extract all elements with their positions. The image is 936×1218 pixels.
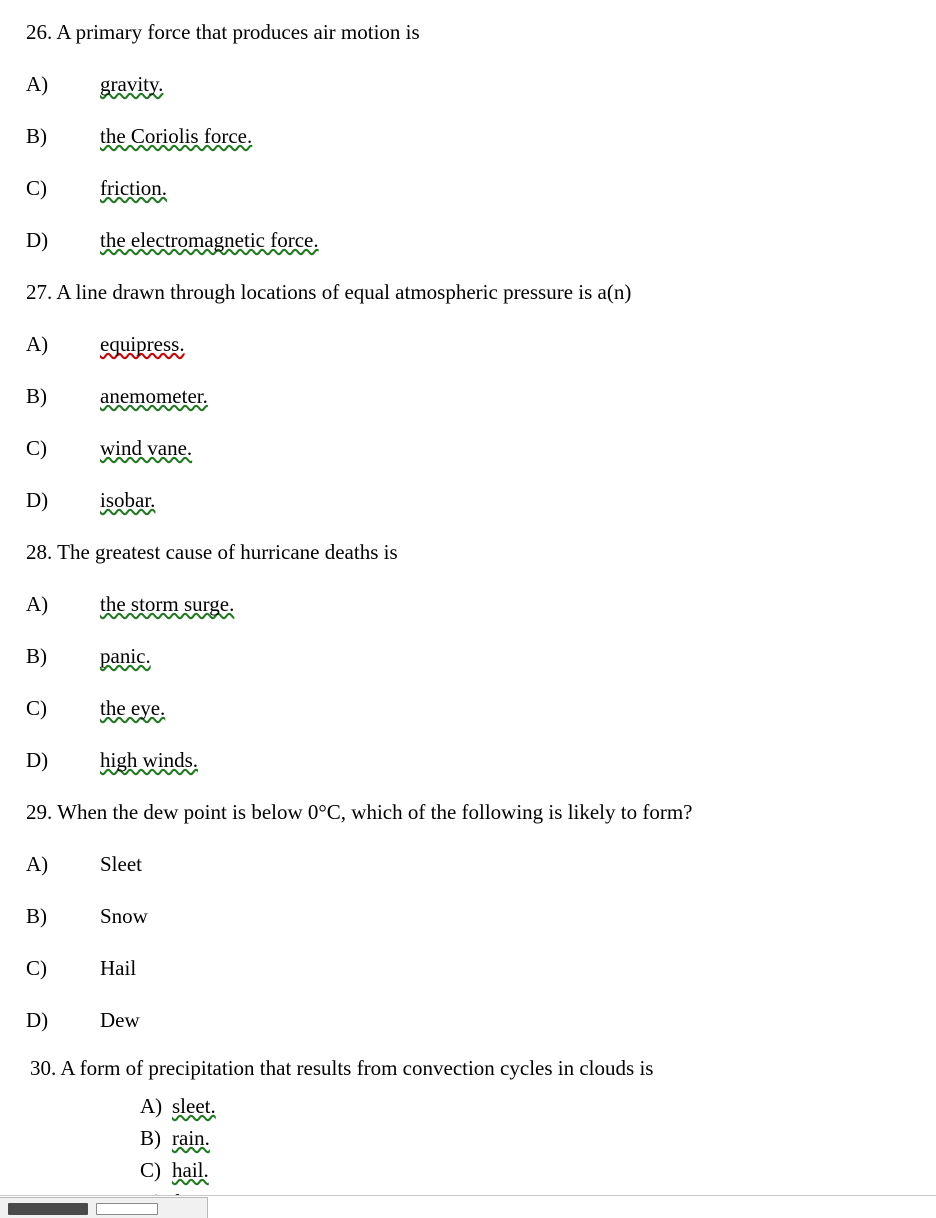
choice-label: B) [26,903,47,928]
choice-label: B) [26,123,47,148]
choice-label: B) [140,1125,161,1150]
choice-28-c[interactable] [0,682,936,734]
choice-label: B) [26,383,47,408]
choice-26-d[interactable] [0,214,936,266]
choice-29-b[interactable] [0,890,936,942]
choice-27-a[interactable] [0,318,936,370]
choice-text: anemometer. [100,383,208,408]
choice-27-d[interactable] [0,474,936,526]
choice-27-c[interactable] [0,422,936,474]
choice-label: A) [140,1093,163,1118]
horizontal-scrollbar[interactable] [0,1197,208,1218]
choice-label: A) [26,591,49,616]
choice-26-b[interactable] [0,110,936,162]
question-stem-27: 27. A line drawn through locations of equal atmospheric pressure is a(n) [26,279,632,304]
choice-30-a[interactable] [0,1090,936,1122]
choice-28-a[interactable] [0,578,936,630]
choice-text: the storm surge. [100,591,235,616]
choice-text: Hail [100,955,137,980]
choice-label: B) [26,643,47,668]
choice-29-c[interactable] [0,942,936,994]
choice-label: C) [26,175,47,200]
choice-text: Sleet [100,851,142,876]
question-stem-26: 26. A primary force that produces air motion is [26,19,420,44]
choice-30-b[interactable] [0,1122,936,1154]
choice-label: C) [26,955,47,980]
choice-text: hail. [172,1157,209,1182]
question-block-26 [0,6,936,266]
choice-26-c[interactable] [0,162,936,214]
choice-29-d[interactable] [0,994,936,1046]
question-block-28 [0,526,936,786]
choice-text: the electromagnetic force. [100,227,319,252]
choice-text: panic. [100,643,151,668]
choice-label: A) [26,331,49,356]
choice-30-c[interactable] [0,1154,936,1186]
choice-29-a[interactable] [0,838,936,890]
choice-text: isobar. [100,487,156,512]
question-stem-29: 29. When the dew point is below 0°C, which of the following is likely to form? [26,799,693,824]
choice-label: D) [26,747,49,772]
question-block-30 [0,1046,936,1218]
choice-text: Dew [100,1007,140,1032]
choice-label: D) [26,1007,49,1032]
question-stem-28: 28. The greatest cause of hurricane deaths is [26,539,398,564]
window-bottom-strip [0,1195,936,1218]
question-block-29 [0,786,936,1046]
choice-28-b[interactable] [0,630,936,682]
choice-text: the eye. [100,695,166,720]
choice-26-a[interactable] [0,58,936,110]
choice-label: A) [26,851,49,876]
choice-text: equipress. [100,331,185,356]
choice-text: high winds. [100,747,199,772]
scrollbar-secondary-thumb[interactable] [96,1203,158,1215]
choice-text: Snow [100,903,148,928]
choice-text: rain. [172,1125,210,1150]
choice-text: gravity. [100,71,164,96]
choice-label: C) [26,695,47,720]
choice-label: C) [26,435,47,460]
choice-label: D) [26,227,49,252]
choice-28-d[interactable] [0,734,936,786]
choice-text: friction. [100,175,168,200]
question-stem-30: 30. A form of precipitation that results from convection cycles in clouds is [30,1055,654,1080]
question-block-27 [0,266,936,526]
scrollbar-thumb[interactable] [8,1203,88,1215]
choice-label: C) [140,1157,161,1182]
choice-text: sleet. [172,1093,216,1118]
choice-label: A) [26,71,49,96]
choice-text: wind vane. [100,435,193,460]
choice-27-b[interactable] [0,370,936,422]
choice-label: D) [26,487,49,512]
choice-text: the Coriolis force. [100,123,253,148]
